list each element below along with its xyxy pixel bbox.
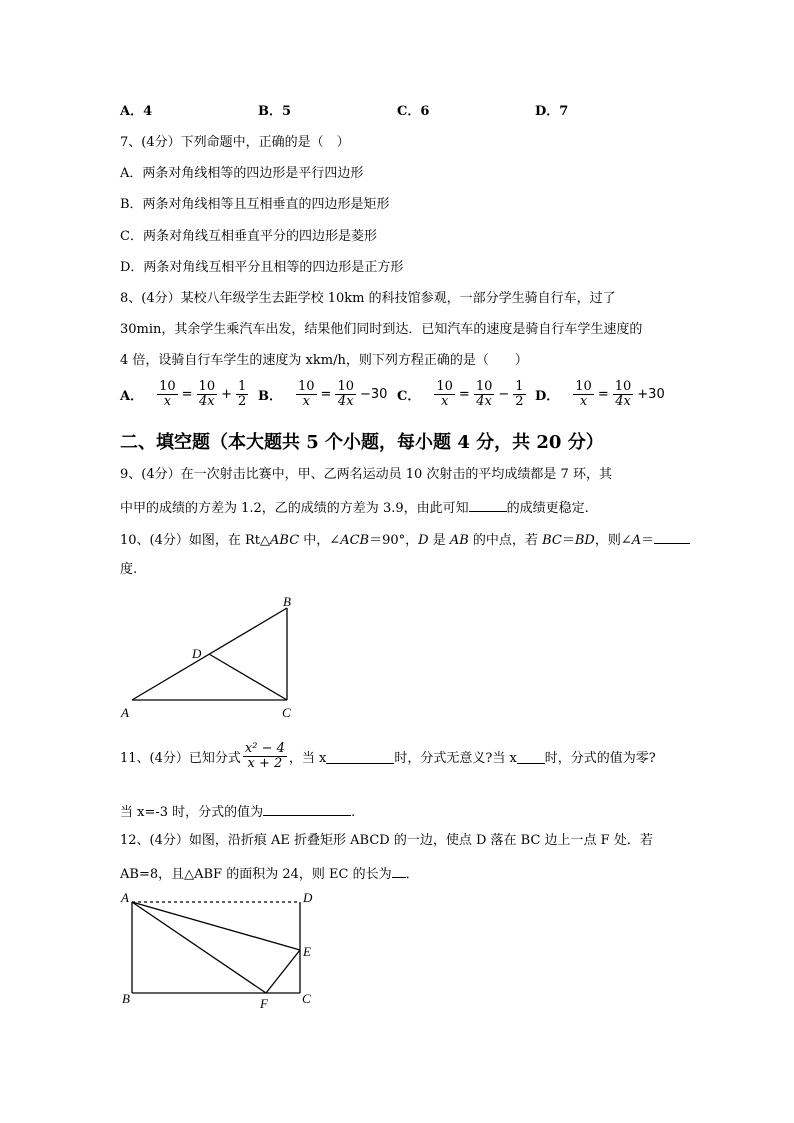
operator: + [221,387,232,402]
segment-af [132,902,266,993]
equals-sign: = [597,387,609,402]
q8-option-a [120,380,250,409]
q8-stem-line2: 30min，其余学生乘汽车出发，结果他们同时到达．已知汽车的速度是骑自行车学生速度的 [120,322,643,337]
equals-sign: = [458,387,470,402]
q6-option-a [120,104,152,120]
denominator: 2 [515,394,524,409]
q10-text: ＝ [561,533,575,548]
q7-option-b: B．两条对角线相等且互相垂直的四边形是矩形 [120,197,390,212]
fraction [296,380,317,409]
option-label: C． [397,389,421,404]
segment-ae [132,902,300,950]
math-var: A [631,533,642,548]
label-f: F [260,996,268,1011]
numerator: x² − 4 [244,741,285,756]
label-a: A [121,705,129,720]
numerator: 10 [198,379,216,394]
q10-triangle-figure [118,592,308,722]
numerator: 10 [575,379,592,394]
label-a: A [121,890,129,905]
q10-line1 [120,530,690,549]
fraction [236,380,248,409]
numerator: 10 [436,379,453,394]
q11-line2 [120,802,355,821]
numerator: 10 [159,379,176,394]
q7-option-d: D．两条对角线互相平分且相等的四边形是正方形 [120,260,404,275]
q9-line1: 9、(4分）在一次射击比赛中，甲、乙两名运动员 10 次射击的平均成绩都是 7 环，其 [120,467,612,482]
q8-option-b [258,380,389,409]
math-var: ABC [270,533,300,548]
option-text: 4 [143,104,153,119]
q10-text: ＝ [641,533,655,548]
q9-text: 的成绩更稳定. [506,501,589,516]
q6-option-b [258,104,291,120]
answer-blank[interactable] [326,750,394,764]
numerator: 10 [614,379,632,394]
q12-rectangle-figure [118,888,328,1014]
segment-dc [209,654,287,700]
label-b: B [283,594,291,609]
q8-stem-line3: 4 倍，设骑自行车学生的速度为 xkm/h，则下列方程正确的是（ ） [120,353,528,368]
math-var: BD [574,533,595,548]
q11-text: 当 x=-3 时，分式的值为 [120,805,264,820]
q10-text: 的中点，若 [468,533,543,548]
q10-text: 10、(4分）如图，在 Rt△ [120,533,271,548]
option-label: C． [397,104,421,119]
fraction [573,380,594,409]
label-d: D [303,890,313,905]
q9-text: 中甲的成绩的方差为 1.2，乙的成绩的方差为 3.9，由此可知 [120,501,469,516]
answer-blank[interactable] [469,498,507,512]
q10-text: 中，∠ [299,533,341,548]
section-heading: 二、填空题（本大题共 5 个小题，每小题 4 分，共 20 分） [120,432,604,453]
q9-line2 [120,498,589,517]
fraction [243,742,287,771]
answer-blank[interactable] [517,750,545,764]
q10-text: 是 [428,533,450,548]
q11-line1 [120,742,656,771]
fraction [474,380,495,409]
option-label: B． [258,104,282,119]
math-var: AB [449,533,469,548]
q12-line2 [120,864,419,883]
q8-option-c [397,380,528,409]
numerator: 1 [515,379,524,394]
operator: − [498,387,510,402]
option-text: 6 [420,104,430,119]
option-label: A． [120,389,144,404]
numerator: 10 [298,379,315,394]
numerator: 10 [337,379,354,394]
answer-blank[interactable] [654,530,690,544]
label-b: B [122,991,130,1006]
q6-option-d [535,104,568,120]
q7-stem: 7、(4分）下列命题中，正确的是（ ） [120,135,350,150]
denominator: 2 [238,394,247,409]
q10-text: ＝90°， [369,533,419,548]
q11-text: . [351,805,356,820]
denominator: x + 2 [243,756,287,771]
math-var: BC [542,533,562,548]
denominator: x [157,394,178,409]
option-text: 7 [559,104,569,119]
q12-text: ． [405,867,419,882]
answer-blank[interactable] [263,802,351,816]
fraction [513,380,525,409]
q7-option-a: A．两条对角线相等的四边形是平行四边形 [120,166,364,181]
numerator: 1 [238,379,247,394]
denominator: x [434,394,455,409]
denominator: x [573,394,594,409]
q6-option-c [397,104,429,120]
label-d: D [192,646,202,661]
q12-text: AB=8，且△ABF 的面积为 24，则 EC 的长为 [120,867,392,882]
equals-sign: = [181,387,193,402]
fraction [335,380,356,409]
q11-text: ，当 x [288,751,327,766]
equals-sign: = [320,387,332,402]
q7-option-c: C．两条对角线互相垂直平分的四边形是菱形 [120,229,377,244]
q11-text: 11、(4分）已知分式 [120,751,241,766]
q11-text: 时，分式的值为零? [544,751,656,766]
answer-blank[interactable] [392,864,406,878]
denominator: 4x [474,394,495,409]
denominator: x [296,394,317,409]
option-label: D． [535,389,560,404]
label-c: C [282,705,291,720]
option-text: 5 [282,104,292,119]
label-c: C [302,991,311,1006]
q11-text: 时，分式无意义?当 x [394,751,517,766]
fraction [613,380,634,409]
denominator: 4x [197,394,218,409]
q10-line2: 度. [120,562,138,577]
option-label: D． [535,104,560,119]
q12-line1: 12、(4分）如图，沿折痕 AE 折叠矩形 ABCD 的一边，使点 D 落在 BC 边上一点 F 处．若 [120,833,653,848]
fraction [197,380,218,409]
denominator: 4x [613,394,634,409]
label-e: E [303,944,311,959]
option-label: A． [120,104,144,119]
segment-fe [266,950,300,993]
fraction [157,380,178,409]
q8-option-d [535,380,667,409]
math-var: D [418,533,429,548]
q8-stem-line1: 8、(4分）某校八年级学生去距学校 10km 的科技馆参观，一部分学生骑自行车，过了 [120,291,616,306]
constant-term: −30 [360,387,388,402]
denominator: 4x [335,394,356,409]
q10-text: ，则∠ [594,533,632,548]
option-label: B． [258,389,282,404]
constant-term: +30 [637,387,665,402]
math-var: ACB [340,533,370,548]
numerator: 10 [475,379,493,394]
fraction [434,380,455,409]
